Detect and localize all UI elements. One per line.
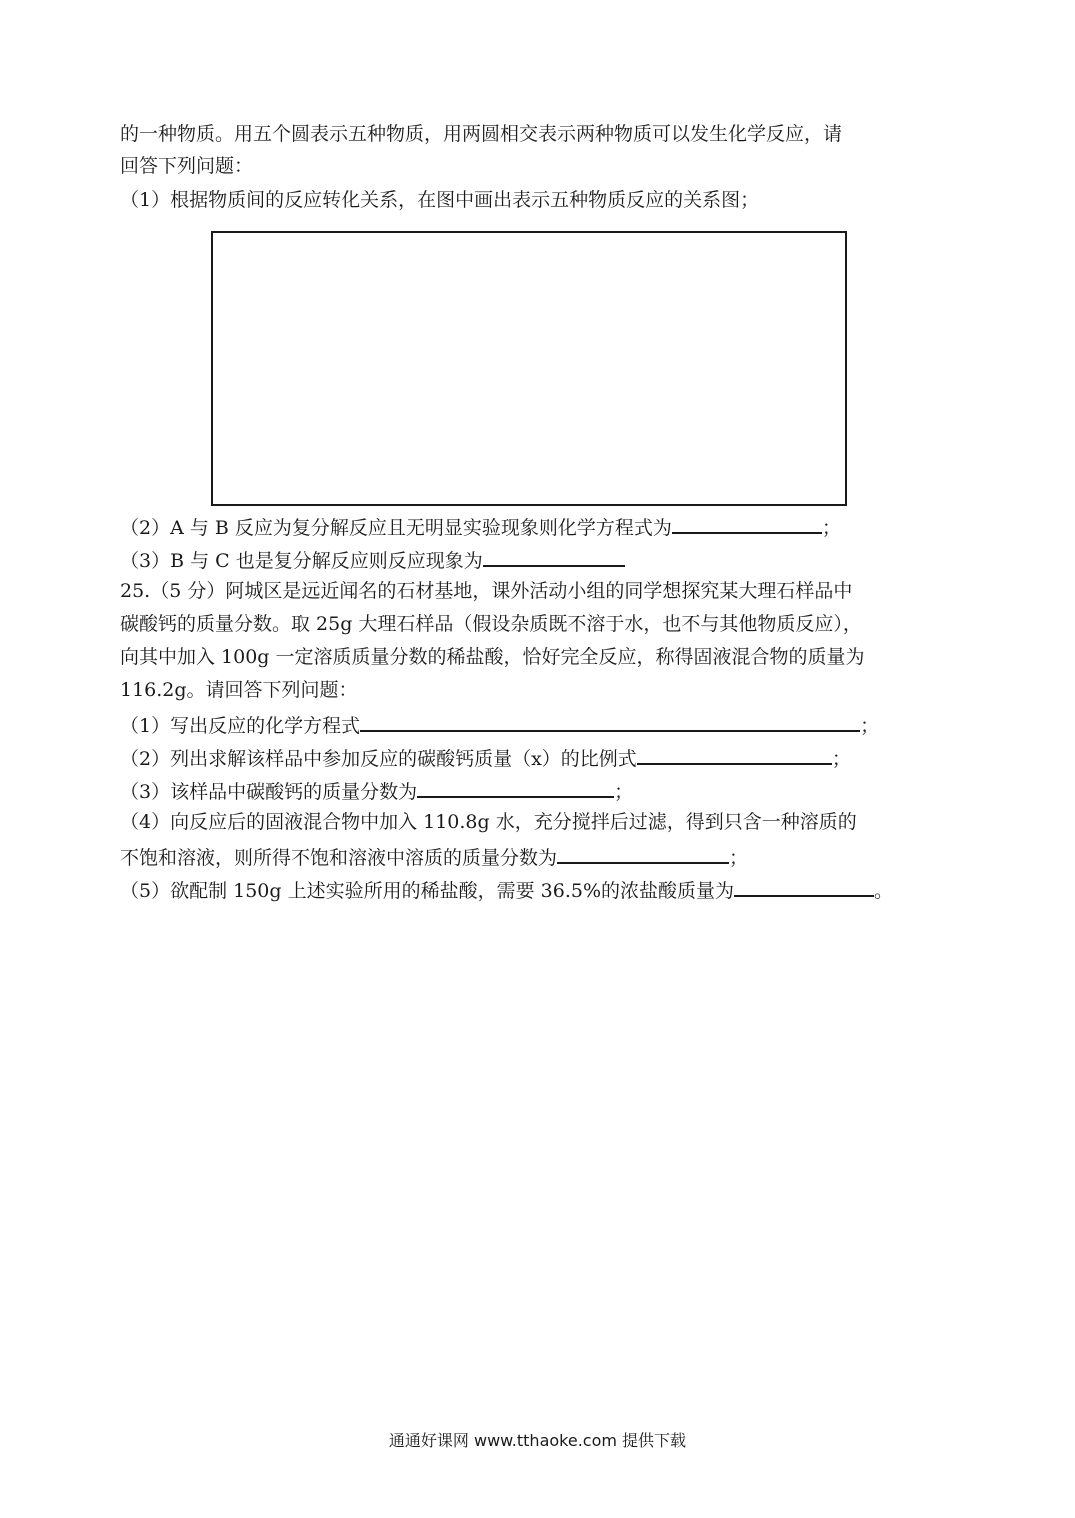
q25-sub-2-text: （2）列出求解该样品中参加反应的碳酸钙质量（x）的比例式 (120, 748, 637, 770)
q25-sub-3 (120, 776, 633, 805)
q24-part-3 (120, 545, 625, 574)
q25-sub-1 (120, 710, 879, 739)
q25-sub-5-end: 。 (874, 880, 894, 902)
q25-stem-line-1: 25.（5 分）阿城区是远近闻名的石材基地，课外活动小组的同学想探究某大理石样品中 (120, 580, 853, 602)
q25-stem-line-2: 碳酸钙的质量分数。取 25g 大理石样品（假设杂质既不溶于水，也不与其他物质反应）， (120, 613, 862, 635)
q25-stem-line-4: 116.2g。请回答下列问题： (120, 679, 358, 701)
q25-sub-1-end: ； (860, 715, 880, 737)
q25-sub-5 (120, 875, 893, 904)
q24-part-3-text: （3）B 与 C 也是复分解反应则反应现象为 (120, 550, 483, 572)
q24-part-1: （1）根据物质间的反应转化关系，在图中画出表示五种物质反应的关系图； (120, 189, 760, 211)
intro-line-2: 回答下列问题： (120, 155, 254, 177)
answer-blank-q25-4[interactable] (557, 842, 729, 864)
q25-sub-3-end: ； (614, 781, 634, 803)
q25-sub-2-end: ； (831, 748, 851, 770)
q25-sub-3-text: （3）该样品中碳酸钙的质量分数为 (120, 781, 418, 803)
q24-part-2-text: （2）A 与 B 反应为复分解反应且无明显实验现象则化学方程式为 (120, 517, 672, 539)
diagram-answer-box[interactable] (211, 231, 847, 506)
q25-sub-4-end: ； (729, 847, 749, 869)
q25-sub-4a: （4）向反应后的固液混合物中加入 110.8g 水，充分搅拌后过滤，得到只含一种溶质的 (120, 811, 857, 833)
q25-sub-2 (120, 743, 851, 772)
intro-line-1: 的一种物质。用五个圆表示五种物质，用两圆相交表示两种物质可以发生化学反应，请 (120, 123, 843, 145)
answer-blank-q24-3[interactable] (483, 545, 625, 567)
q25-sub-5-text: （5）欲配制 150g 上述实验所用的稀盐酸，需要 36.5%的浓盐酸质量为 (120, 880, 734, 902)
q25-stem-line-3: 向其中加入 100g 一定溶质质量分数的稀盐酸，恰好完全反应，称得固液混合物的质量为 (120, 646, 865, 668)
q25-sub-1-text: （1）写出反应的化学方程式 (120, 715, 361, 737)
answer-blank-q25-1[interactable] (360, 710, 860, 732)
answer-blank-q24-2[interactable] (672, 512, 822, 534)
answer-blank-q25-3[interactable] (417, 776, 614, 798)
q25-sub-4b (120, 842, 748, 871)
q24-part-2 (120, 512, 841, 541)
q24-part-2-end: ； (821, 517, 841, 539)
page-footer: 通通好课网 www.tthaoke.com 提供下载 (388, 1431, 687, 1450)
answer-blank-q25-5[interactable] (734, 875, 874, 897)
q25-sub-4-text: 不饱和溶液，则所得不饱和溶液中溶质的质量分数为 (120, 847, 558, 869)
answer-blank-q25-2[interactable] (637, 743, 832, 765)
